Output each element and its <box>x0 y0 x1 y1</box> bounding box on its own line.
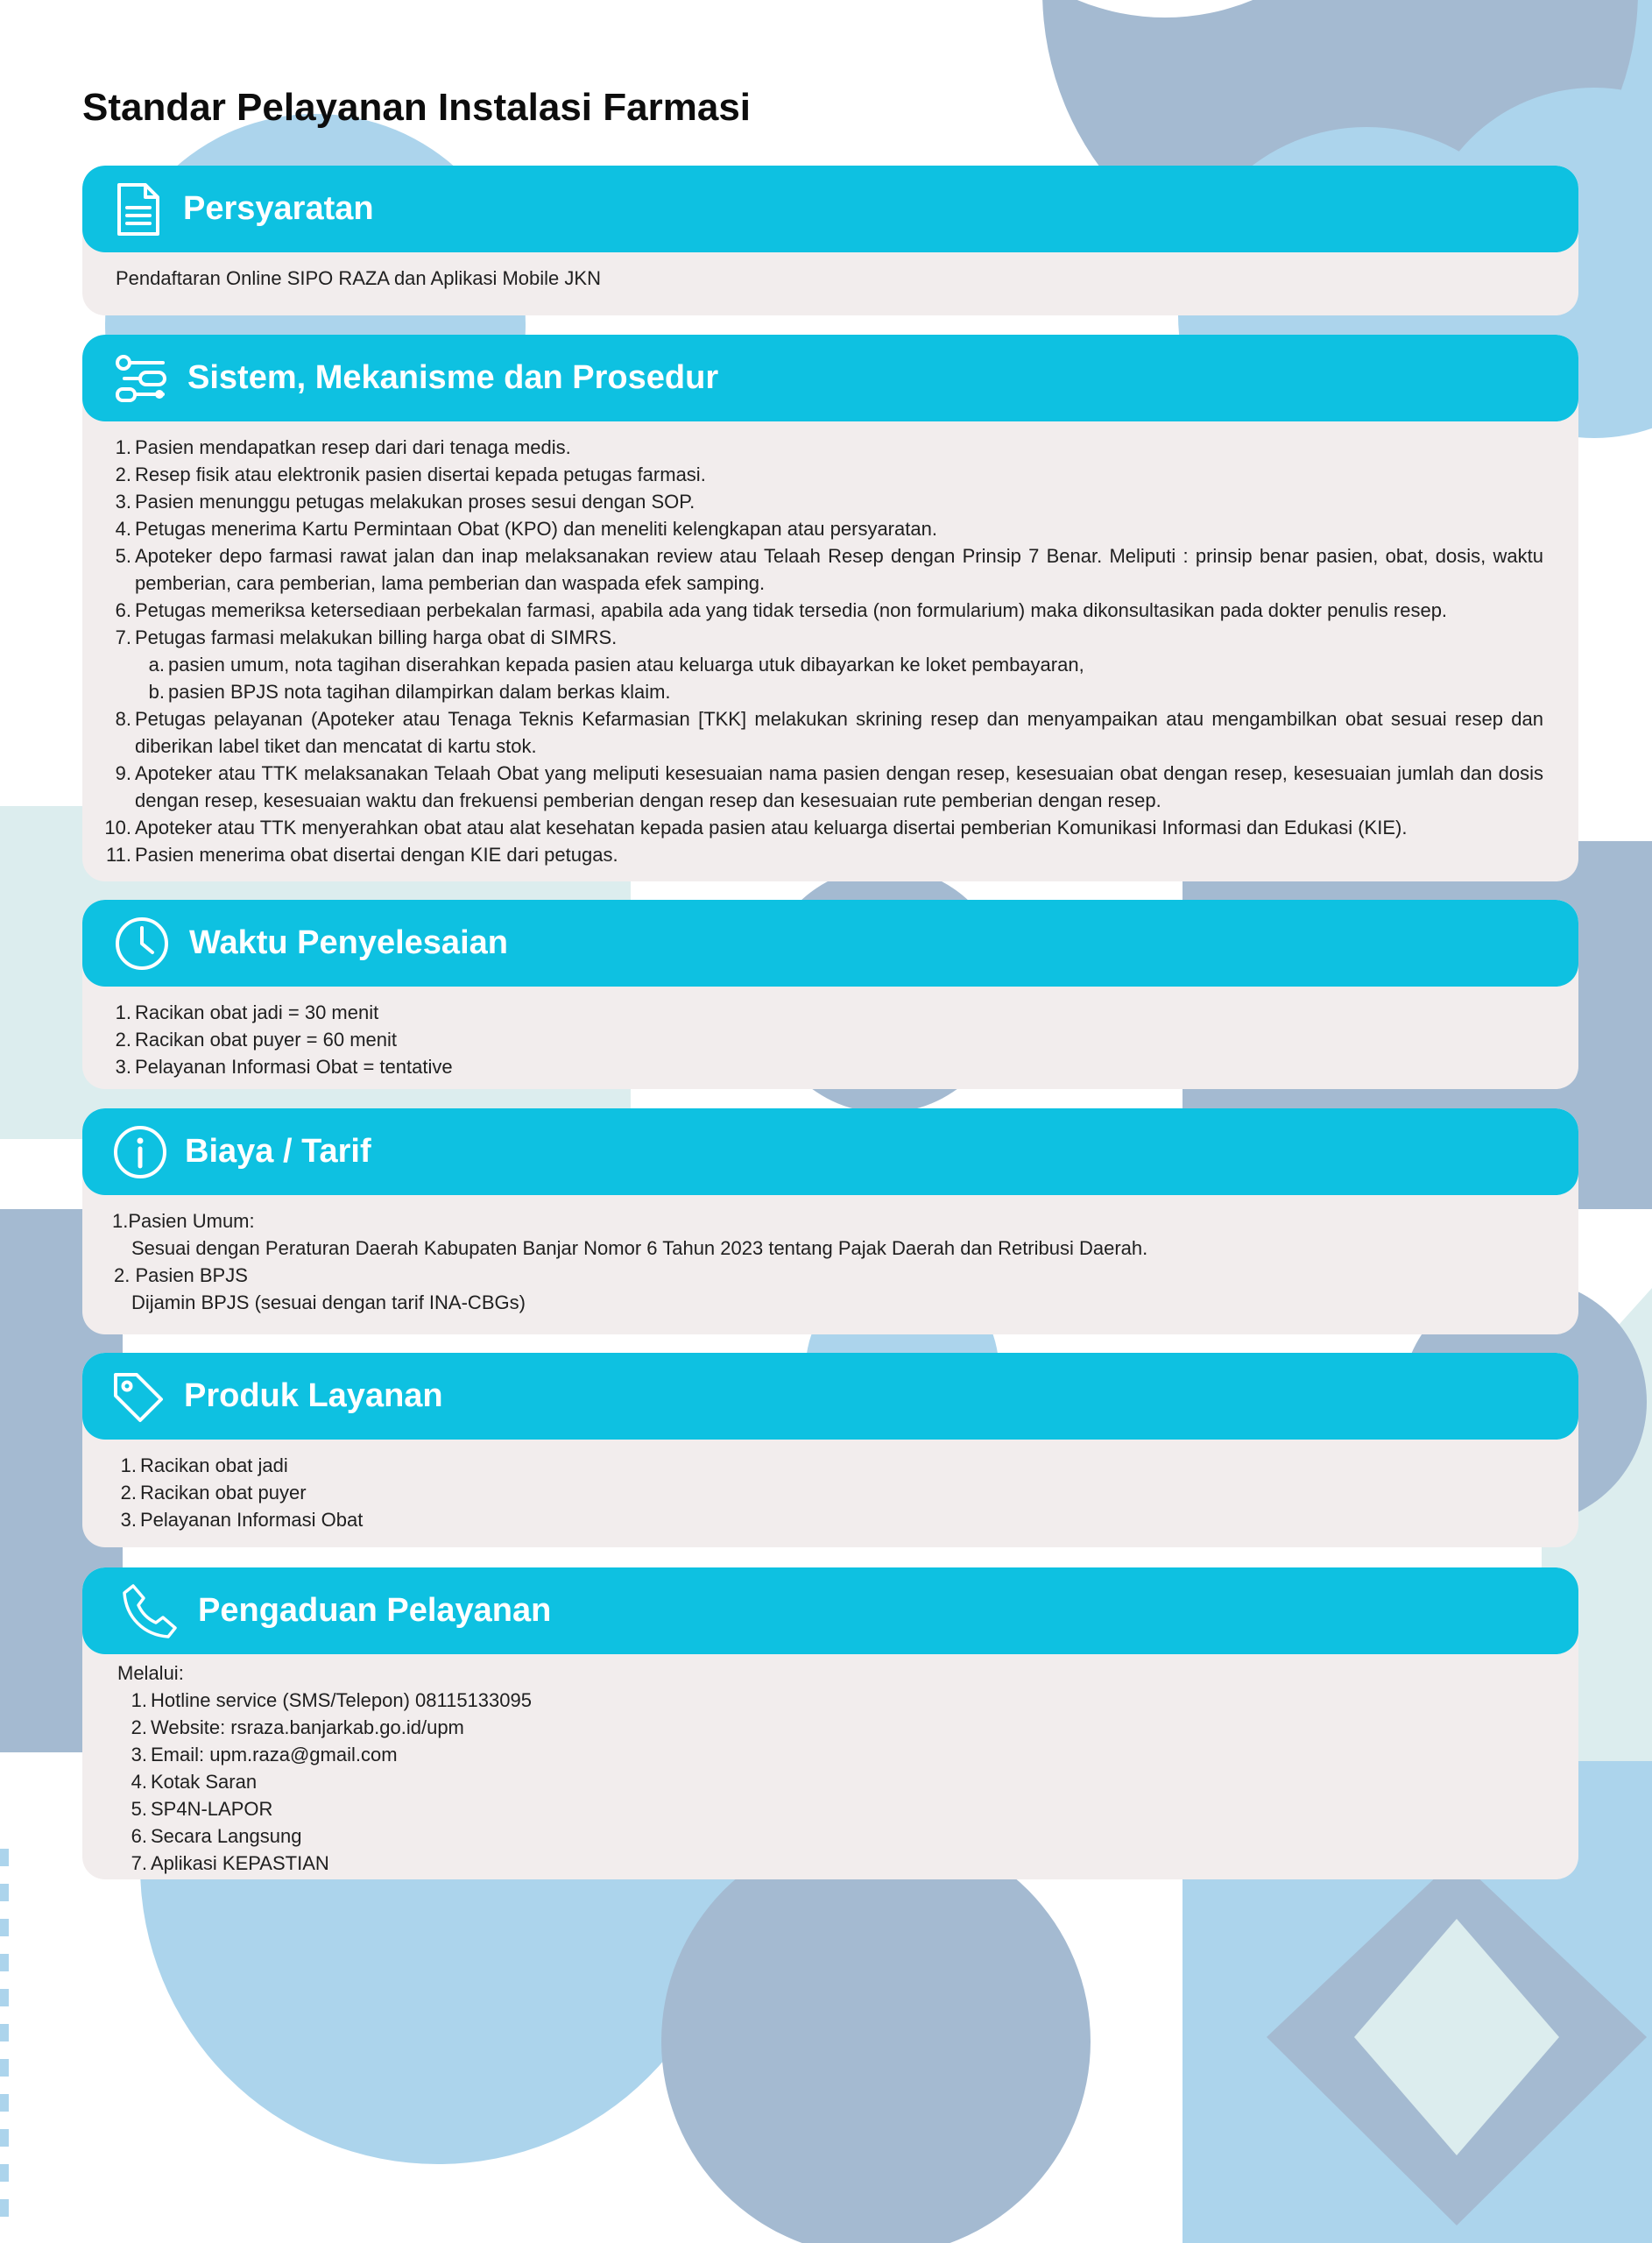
biaya-item-bpjs-label: 2. Pasien BPJS <box>114 1264 248 1286</box>
list-item: 1. Pasien mendapatkan resep dari dari tenaga medis. <box>115 436 571 458</box>
list-item: 2. Website: rsraza.banjarkab.go.id/upm <box>131 1716 464 1738</box>
pengaduan-list <box>117 1687 1543 1877</box>
produk-header <box>82 1353 1578 1440</box>
list-item: 10. Apoteker atau TTK menyerahkan obat atau alat kesehatan kepada pasien atau keluarga disertai pemberian Komunikasi Informasi dan Edukasi (KIE). <box>104 817 1408 838</box>
list-item: 7. Aplikasi KEPASTIAN <box>131 1852 329 1874</box>
list-item: 3. Pasien menunggu petugas melakukan proses sesui dengan SOP. <box>115 491 695 513</box>
sub-list-item: a. pasien umum, nota tagihan diserahkan kepada pasien atau keluarga utuk dibayarkan ke loket pembayaran, <box>148 654 1084 676</box>
sub-list-item: b. pasien BPJS nota tagihan dilampirkan dalam berkas klaim. <box>148 681 671 703</box>
biaya-item-bpjs-text: Dijamin BPJS (sesuai dengan tarif INA-CBGs) <box>131 1291 526 1313</box>
list-item: 9. Apoteker atau TTK melaksanakan Telaah Obat yang meliputi kesesuaian nama pasien dengan resep, kesesuaian obat dengan resep, kesesuaian jumlah dan dosis dengan resep, kesesuaian waktu dan frekuensi pemberian dengan resep dan kesesuaian rute pemberian dengan resep. <box>115 762 1543 811</box>
list-item: 2. Racikan obat puyer <box>120 1482 307 1504</box>
sistem-title: Sistem, Mekanisme dan Prosedur <box>187 359 719 396</box>
list-item: 2. Resep fisik atau elektronik pasien disertai kepada petugas farmasi. <box>115 463 706 485</box>
produk-list <box>102 1452 1543 1533</box>
persyaratan-header <box>82 166 1578 252</box>
persyaratan-text: Pendaftaran Online SIPO RAZA dan Aplikasi Mobile JKN <box>116 267 601 289</box>
list-item: 4. Kotak Saran <box>131 1771 258 1793</box>
list-item: 5. SP4N-LAPOR <box>131 1798 273 1820</box>
pengaduan-intro: Melalui: <box>117 1662 184 1684</box>
list-item: 8. Petugas pelayanan (Apoteker atau Tenaga Teknis Kefarmasian [TKK] melakukan skrining resep dan menyampaikan atau mengambilkan obat sesuai resep dan diberikan label tiket dan mencatat di kartu stok. <box>115 708 1543 757</box>
produk-title: Produk Layanan <box>184 1377 443 1414</box>
list-item: 2. Racikan obat puyer = 60 menit <box>115 1029 398 1051</box>
sistem-card <box>82 335 1578 881</box>
persyaratan-title: Persyaratan <box>183 190 374 227</box>
list-item: 7. Petugas farmasi melakukan billing harga obat di SIMRS. <box>115 626 618 648</box>
biaya-item-umum-text: Sesuai dengan Peraturan Daerah Kabupaten Banjar Nomor 6 Tahun 2023 tentang Pajak Daerah dan Retribusi Daerah. <box>131 1237 1148 1259</box>
list-item: 3. Pelayanan Informasi Obat <box>120 1509 364 1531</box>
list-item: 1. Racikan obat jadi = 30 menit <box>115 1001 379 1023</box>
list-item: 3. Pelayanan Informasi Obat = tentative <box>115 1056 453 1078</box>
list-item: 4. Petugas menerima Kartu Permintaan Obat (KPO) dan meneliti kelengkapan atau persyaratan. <box>115 518 937 540</box>
waktu-title: Waktu Penyelesaian <box>189 924 508 961</box>
list-item: 5. Apoteker depo farmasi rawat jalan dan inap melaksanakan review atau Telaah Resep dengan Prinsip 7 Benar. Meliputi : prinsip benar pasien, obat, dosis, waktu pemberian, cara pemberian, lama pemberian dan waspada efek samping. <box>115 545 1543 594</box>
waktu-card <box>82 900 1578 1089</box>
biaya-header <box>82 1108 1578 1195</box>
produk-card <box>82 1353 1578 1547</box>
page-title: Standar Pelayanan Instalasi Farmasi <box>82 86 752 129</box>
list-item: 3. Email: upm.raza@gmail.com <box>131 1744 398 1765</box>
info-icon <box>112 1124 168 1180</box>
pengaduan-header <box>82 1567 1578 1654</box>
list-item: 1. Hotline service (SMS/Telepon) 08115133095 <box>131 1689 532 1711</box>
sistem-list <box>102 434 1543 868</box>
clock-icon <box>114 916 170 972</box>
biaya-card <box>82 1108 1578 1334</box>
document-icon <box>114 181 163 237</box>
list-item: 11. Pasien menerima obat disertai dengan KIE dari petugas. <box>106 844 618 866</box>
list-item: 1. Racikan obat jadi <box>120 1454 288 1476</box>
flow-icon <box>114 354 168 403</box>
biaya-title: Biaya / Tarif <box>185 1133 371 1170</box>
sistem-header <box>82 335 1578 421</box>
phone-icon <box>121 1582 179 1640</box>
pengaduan-title: Pengaduan Pelayanan <box>198 1592 552 1629</box>
tag-icon <box>109 1368 166 1426</box>
waktu-header <box>82 900 1578 987</box>
list-item: 6. Secara Langsung <box>131 1825 302 1847</box>
waktu-list <box>102 999 1543 1080</box>
persyaratan-card <box>82 166 1578 315</box>
biaya-item-umum-label: 1.Pasien Umum: <box>112 1210 255 1232</box>
pengaduan-card <box>82 1567 1578 1879</box>
list-item: 6. Petugas memeriksa ketersediaan perbekalan farmasi, apabila ada yang tidak tersedia (non formularium) maka dikonsultasikan pada dokter penulis resep. <box>115 599 1448 621</box>
